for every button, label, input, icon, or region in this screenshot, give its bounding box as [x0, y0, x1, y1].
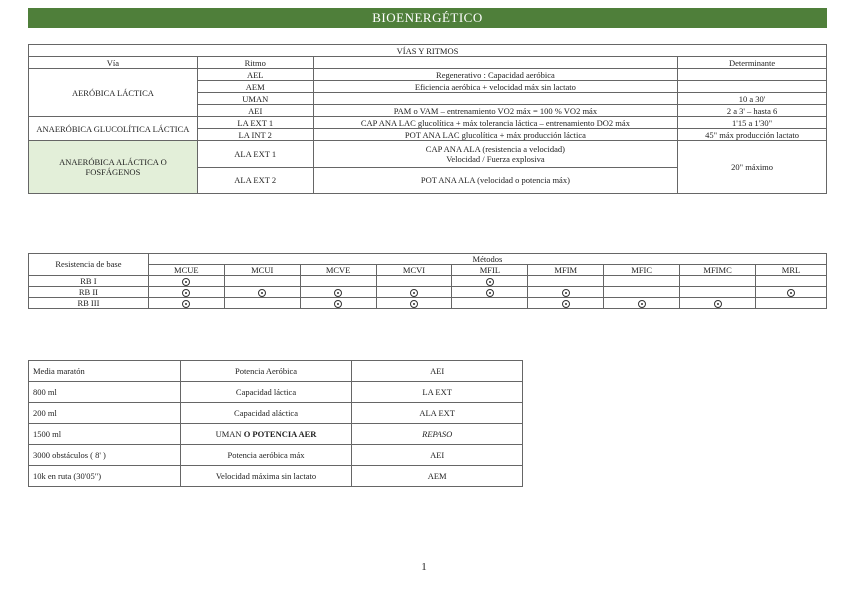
bullet-mark-icon [182, 300, 190, 308]
method-header: MCVE [300, 265, 376, 276]
column-header [313, 57, 677, 69]
method-header: MFIMC [680, 265, 756, 276]
bullet-mark-icon [714, 300, 722, 308]
ritmo-cell: LA INT 2 [197, 129, 313, 141]
method-cell [376, 276, 452, 287]
bullet-mark-icon [638, 300, 646, 308]
page-title: BIOENERGÉTICO [28, 8, 827, 28]
method-cell [604, 276, 680, 287]
method-cell [224, 298, 300, 309]
desc-cell: Eficiencia aeróbica + velocidad máx sin lactato [313, 81, 677, 93]
rhythm-cell: AEM [352, 466, 523, 487]
type-plain: UMAN [215, 429, 244, 439]
type-bold: O POTENCIA AER [243, 429, 317, 439]
method-cell [680, 287, 756, 298]
via-cell: AERÓBICA LÁCTICA [29, 69, 198, 117]
method-cell [452, 276, 528, 287]
row-label: RB II [29, 287, 149, 298]
table-row [29, 276, 827, 287]
type-cell: Potencia Aeróbica [180, 361, 352, 382]
type-cell: Capacidad aláctica [180, 403, 352, 424]
det-cell: 2 a 3' – hasta 6 [678, 105, 827, 117]
row-label: RB III [29, 298, 149, 309]
column-header: Ritmo [197, 57, 313, 69]
bullet-mark-icon [787, 289, 795, 297]
rhythm-cell: AEI [352, 445, 523, 466]
method-cell [224, 276, 300, 287]
det-cell: 20" máximo [678, 141, 827, 194]
ritmo-cell: AEL [197, 69, 313, 81]
row-label: RB I [29, 276, 149, 287]
table-row [29, 298, 827, 309]
ritmo-cell: ALA EXT 2 [197, 167, 313, 194]
method-cell [528, 287, 604, 298]
page-number: 1 [421, 561, 427, 573]
det-cell: 10 a 30' [678, 93, 827, 105]
method-cell [756, 276, 827, 287]
rhythm-cell: REPASO [352, 424, 523, 445]
det-cell: 45" máx producción lactato [678, 129, 827, 141]
det-cell: 1'15 a 1'30" [678, 117, 827, 129]
desc-cell [313, 93, 677, 105]
bullet-mark-icon [562, 289, 570, 297]
ritmo-cell: AEI [197, 105, 313, 117]
method-cell [224, 287, 300, 298]
rhythm-cell: ALA EXT [352, 403, 523, 424]
method-header: MRL [756, 265, 827, 276]
vias-ritmos-table [28, 44, 827, 194]
desc-cell: POT ANA LAC glucolítica + máx producción láctica [313, 129, 677, 141]
rhythm-cell: LA EXT [352, 382, 523, 403]
method-cell [376, 298, 452, 309]
method-cell [528, 276, 604, 287]
method-cell [148, 298, 224, 309]
desc-cell: Regenerativo : Capacidad aeróbica [313, 69, 677, 81]
column-header: Vía [29, 57, 198, 69]
method-header: MCUI [224, 265, 300, 276]
method-cell [604, 298, 680, 309]
event-cell: 3000 obstáculos ( 8' ) [29, 445, 181, 466]
event-cell: 10k en ruta (30'05") [29, 466, 181, 487]
method-cell [528, 298, 604, 309]
pruebas-table [28, 360, 523, 487]
via-cell: ANAERÓBICA GLUCOLÍTICA LÁCTICA [29, 117, 198, 141]
bullet-mark-icon [258, 289, 266, 297]
method-cell [604, 287, 680, 298]
ritmo-cell: UMAN [197, 93, 313, 105]
method-header: MCUE [148, 265, 224, 276]
method-cell [680, 298, 756, 309]
desc-cell: PAM o VAM – entrenamiento VO2 máx = 100 % VO2 máx [313, 105, 677, 117]
desc-line: Velocidad / Fuerza explosiva [446, 153, 545, 164]
methods-body [29, 276, 827, 309]
method-cell [376, 287, 452, 298]
method-header: MFIM [528, 265, 604, 276]
method-header: MFIC [604, 265, 680, 276]
table-row [29, 287, 827, 298]
bullet-mark-icon [486, 289, 494, 297]
methods-title: Métodos [148, 254, 826, 265]
bullet-mark-icon [334, 300, 342, 308]
method-header: MCVI [376, 265, 452, 276]
method-cell [452, 287, 528, 298]
method-cell [756, 287, 827, 298]
corner-header: Resistencia de base [29, 254, 149, 276]
desc-cell: POT ANA ALA (velocidad o potencia máx) [313, 167, 677, 194]
event-cell: 200 ml [29, 403, 181, 424]
event-cell: 1500 ml [29, 424, 181, 445]
ritmo-cell: AEM [197, 81, 313, 93]
method-cell [148, 287, 224, 298]
ritmo-cell: ALA EXT 1 [197, 141, 313, 168]
method-cell [300, 298, 376, 309]
bullet-mark-icon [182, 289, 190, 297]
method-header: MFIL [452, 265, 528, 276]
bullet-mark-icon [334, 289, 342, 297]
bullet-mark-icon [562, 300, 570, 308]
type-cell: Velocidad máxima sin lactato [180, 466, 352, 487]
method-cell [300, 276, 376, 287]
event-cell: Media maratón [29, 361, 181, 382]
desc-cell [313, 141, 677, 168]
det-cell [678, 69, 827, 81]
type-cell [180, 424, 352, 445]
desc-line: CAP ANA ALA (resistencia a velocidad) [425, 143, 565, 154]
method-cell [452, 298, 528, 309]
event-cell: 800 ml [29, 382, 181, 403]
method-cell [680, 276, 756, 287]
type-cell: Potencia aeróbica máx [180, 445, 352, 466]
bullet-mark-icon [182, 278, 190, 286]
method-cell [300, 287, 376, 298]
table-title: VÍAS Y RITMOS [29, 45, 827, 57]
method-cell [756, 298, 827, 309]
via-cell: ANAERÓBICA ALÁCTICA O FOSFÁGENOS [29, 141, 198, 194]
ritmo-cell: LA EXT 1 [197, 117, 313, 129]
rhythm-cell: AEI [352, 361, 523, 382]
bullet-mark-icon [486, 278, 494, 286]
bullet-mark-icon [410, 289, 418, 297]
det-cell [678, 81, 827, 93]
method-cell [148, 276, 224, 287]
metodos-table [28, 253, 827, 309]
column-header: Determinante [678, 57, 827, 69]
desc-cell: CAP ANA LAC glucolítica + máx tolerancia láctica – entrenamiento DO2 máx [313, 117, 677, 129]
bullet-mark-icon [410, 300, 418, 308]
type-cell: Capacidad láctica [180, 382, 352, 403]
